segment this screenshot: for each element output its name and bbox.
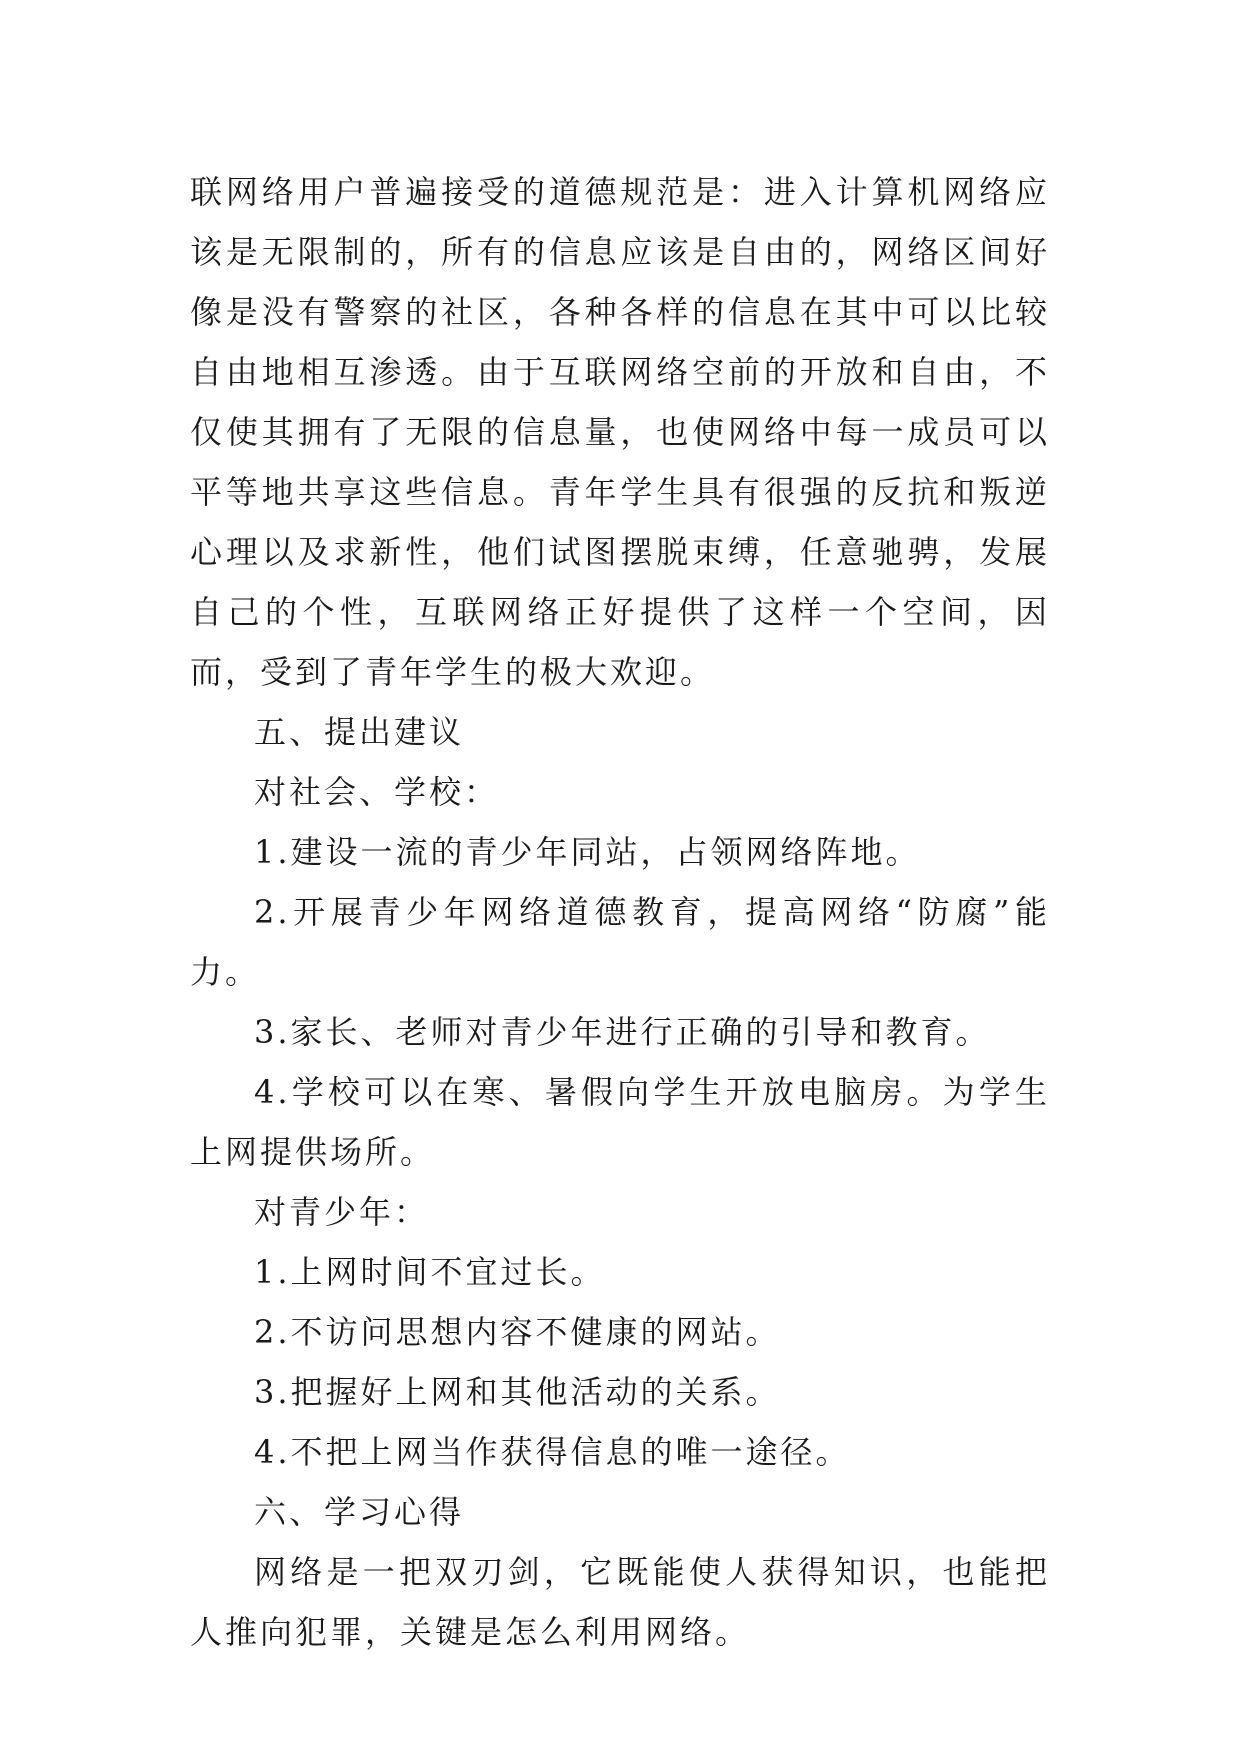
subheading-society-school: 对社会、学校： (254, 773, 500, 811)
list-item: 1.建设一流的青少年同站，占领网络阵地。 (254, 833, 921, 871)
list-item: 4.不把上网当作获得信息的唯一途径。 (254, 1433, 851, 1471)
subheading-youth: 对青少年： (254, 1193, 430, 1231)
list-item: 3.把握好上网和其他活动的关系。 (254, 1373, 781, 1411)
list-item: 2.开展青少年网络道德教育，提高网络“防腐”能力。 (190, 893, 1050, 991)
document-body (190, 162, 1050, 1662)
list-item: 4.学校可以在寒、暑假向学生开放电脑房。为学生上网提供场所。 (190, 1073, 1050, 1171)
list-item: 2.不访问思想内容不健康的网站。 (254, 1313, 781, 1351)
paragraph-network-ethics: 联网络用户普遍接受的道德规范是：进入计算机网络应该是无限制的，所有的信息应该是自由的，网络区间好像是没有警察的社区，各种各样的信息在其中可以比较自由地相互渗透。由于互联网络空前的开放和自由，不仅使其拥有了无限的信息量，也使网络中每一成员可以平等地共享这些信息。青年学生具有很强的反抗和叛逆心理以及求新性，他们试图摆脱束缚，任意驰骋，发展自己的个性，互联网络正好提供了这样一个空间，因而，受到了青年学生的极大欢迎。 (190, 173, 1050, 691)
heading-learning-experience: 六、学习心得 (254, 1493, 465, 1531)
heading-suggestions: 五、提出建议 (254, 713, 465, 751)
list-item: 1.上网时间不宜过长。 (254, 1253, 606, 1291)
list-item: 3.家长、老师对青少年进行正确的引导和教育。 (254, 1013, 991, 1051)
paragraph-conclusion: 网络是一把双刃剑，它既能使人获得知识，也能把人推向犯罪，关键是怎么利用网络。 (190, 1553, 1050, 1651)
